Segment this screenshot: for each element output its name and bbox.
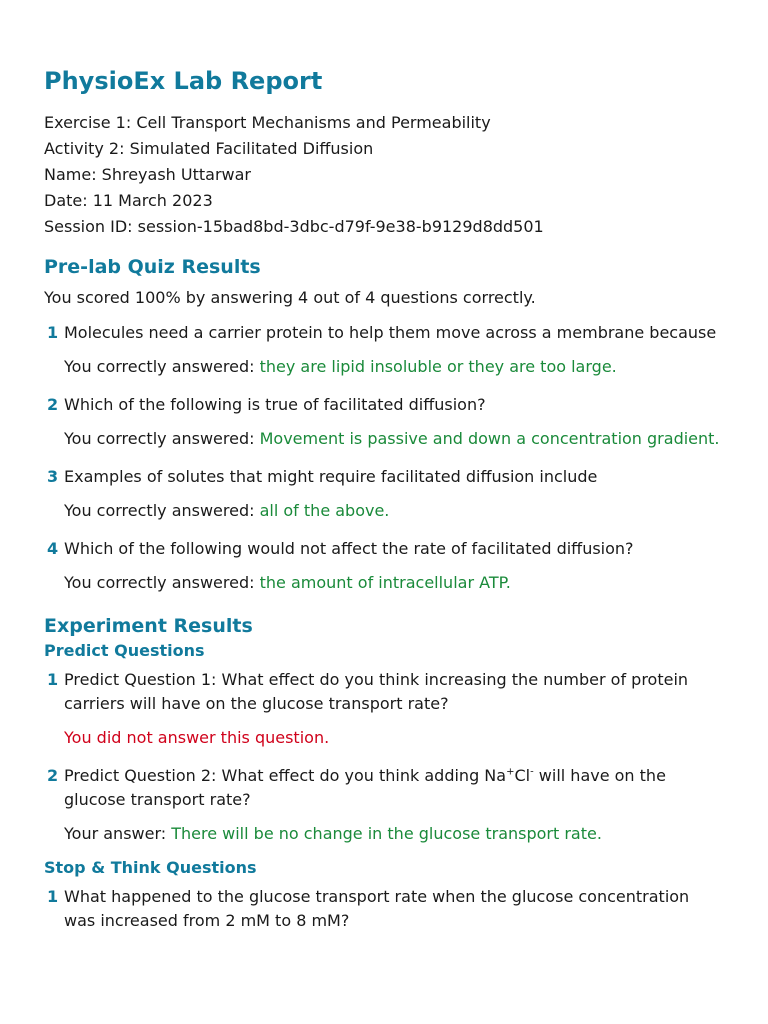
predict-answer bbox=[64, 822, 724, 846]
answer-text: the amount of intracellular ATP. bbox=[259, 573, 511, 592]
superscript-plus: + bbox=[506, 766, 515, 778]
report-meta bbox=[44, 110, 724, 240]
experiment-heading: Experiment Results bbox=[44, 615, 253, 637]
prelab-answer bbox=[64, 427, 724, 451]
prelab-answer bbox=[64, 499, 724, 523]
question-number: 3 bbox=[47, 467, 59, 486]
answer-prefix: You correctly answered: bbox=[64, 501, 260, 520]
date-line: Date: 11 March 2023 bbox=[44, 191, 213, 210]
exercise-line: Exercise 1: Cell Transport Mechanisms and Permeability bbox=[44, 113, 491, 132]
predict-question bbox=[44, 764, 724, 812]
session-line: Session ID: session-15bad8bd-3dbc-d79f-9e38-b9129d8dd501 bbox=[44, 217, 544, 236]
answer-prefix: You correctly answered: bbox=[64, 357, 260, 376]
prelab-question bbox=[44, 393, 724, 417]
answer-text: There will be no change in the glucose transport rate. bbox=[171, 824, 602, 843]
answer-text: Movement is passive and down a concentration gradient. bbox=[259, 429, 720, 448]
question-text-part: will have on the glucose transport rate? bbox=[64, 766, 666, 809]
question-text-part: Predict Question 2: What effect do you think adding Na bbox=[64, 766, 507, 785]
question-number: 1 bbox=[47, 323, 59, 342]
question-number: 4 bbox=[47, 539, 59, 558]
predict-heading: Predict Questions bbox=[44, 641, 205, 660]
question-text-part: Cl bbox=[514, 766, 531, 785]
prelab-answer bbox=[64, 355, 724, 379]
question-text bbox=[64, 764, 724, 812]
question-text: Which of the following is true of facilitated diffusion? bbox=[64, 395, 486, 414]
question-number: 2 bbox=[47, 766, 59, 785]
prelab-heading: Pre-lab Quiz Results bbox=[44, 256, 261, 278]
predict-answer: You did not answer this question. bbox=[64, 728, 330, 747]
predict-question bbox=[44, 668, 724, 716]
answer-prefix: Your answer: bbox=[64, 824, 172, 843]
question-text: Examples of solutes that might require facilitated diffusion include bbox=[64, 467, 598, 486]
answer-text: all of the above. bbox=[259, 501, 390, 520]
prelab-question bbox=[44, 537, 724, 561]
report-title: PhysioEx Lab Report bbox=[44, 67, 323, 95]
question-text: Molecules need a carrier protein to help them move across a membrane because bbox=[64, 323, 717, 342]
superscript-minus: - bbox=[530, 766, 534, 778]
question-number: 1 bbox=[47, 670, 59, 689]
name-line: Name: Shreyash Uttarwar bbox=[44, 165, 251, 184]
answer-prefix: You correctly answered: bbox=[64, 573, 260, 592]
prelab-question bbox=[44, 465, 724, 489]
activity-line: Activity 2: Simulated Facilitated Diffusion bbox=[44, 139, 374, 158]
prelab-question bbox=[44, 321, 724, 345]
stop-think-heading: Stop & Think Questions bbox=[44, 858, 257, 877]
question-number: 1 bbox=[47, 887, 59, 906]
prelab-answer bbox=[64, 571, 724, 595]
answer-prefix: You correctly answered: bbox=[64, 429, 260, 448]
question-text: Predict Question 1: What effect do you think increasing the number of protein carriers will have on the glucose transport rate? bbox=[64, 670, 689, 713]
prelab-score: You scored 100% by answering 4 out of 4 questions correctly. bbox=[44, 288, 536, 307]
question-text: Which of the following would not affect the rate of facilitated diffusion? bbox=[64, 539, 634, 558]
question-text: What happened to the glucose transport rate when the glucose concentration was increased from 2 mM to 8 mM? bbox=[64, 887, 690, 930]
question-number: 2 bbox=[47, 395, 59, 414]
answer-text: they are lipid insoluble or they are too large. bbox=[259, 357, 617, 376]
stop-think-question bbox=[44, 885, 724, 933]
